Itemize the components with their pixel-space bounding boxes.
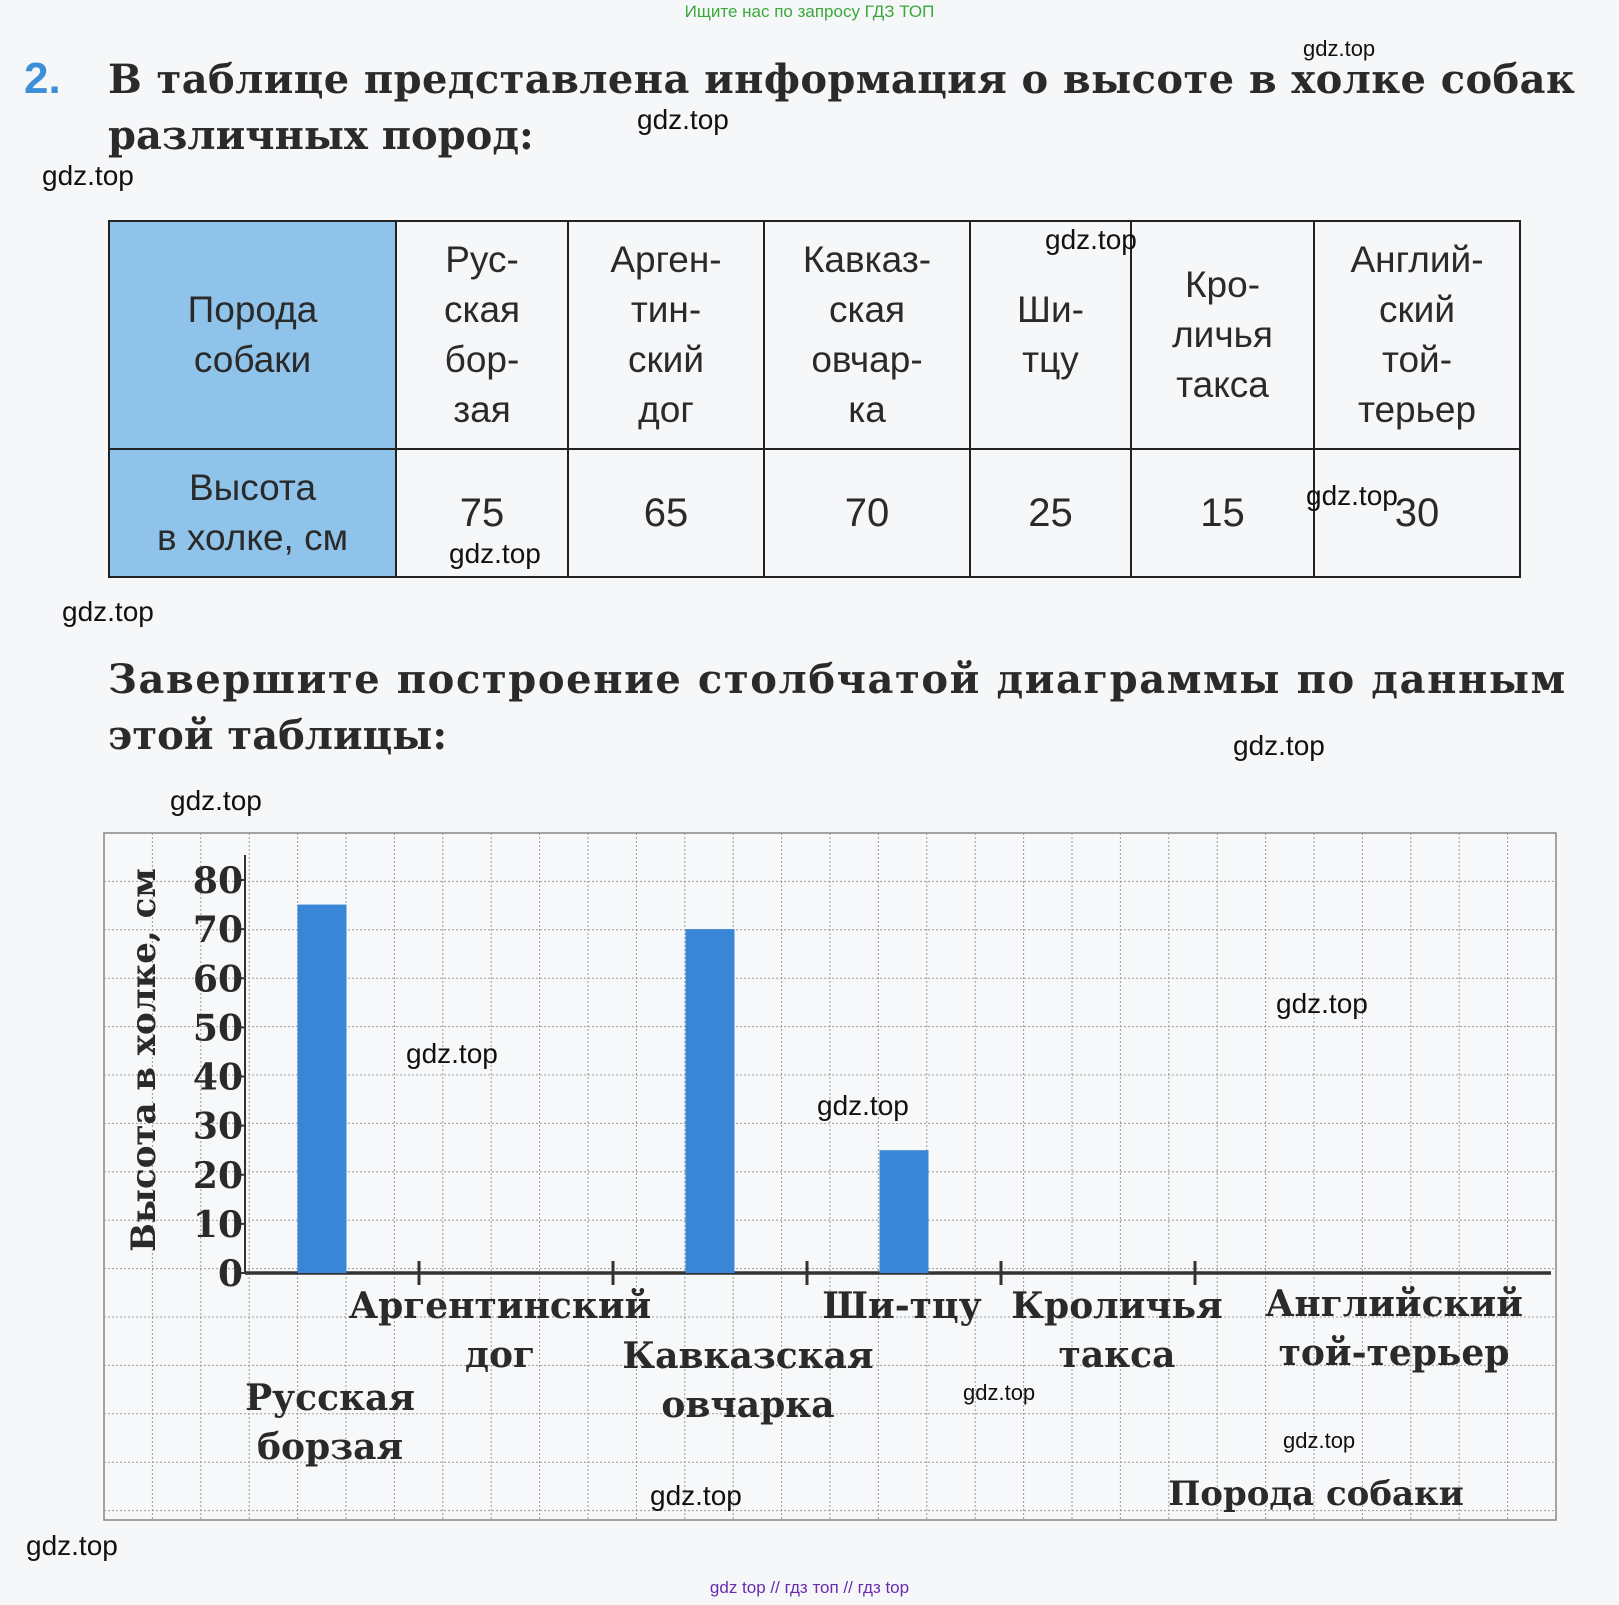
watermark: gdz.top (637, 104, 729, 135)
watermark: gdz.top (817, 1090, 909, 1121)
watermark: gdz.top (1306, 480, 1398, 511)
x-tick-label: Кроличья (1011, 1285, 1223, 1327)
y-tick-label: 70 (192, 909, 243, 952)
height-cell: 75 (396, 449, 568, 577)
breed-line: Рус- (445, 239, 519, 280)
bar (880, 1150, 929, 1273)
breed-line: личья (1172, 314, 1273, 355)
x-axis-label: Порода собаки (1168, 1474, 1464, 1514)
breed-line: ская (443, 289, 521, 330)
task-number: 2. (24, 54, 61, 103)
breed-line: овчар- (811, 339, 923, 380)
bar (298, 905, 347, 1273)
watermark: gdz.top (963, 1380, 1036, 1405)
y-tick-label: 10 (192, 1203, 243, 1246)
height-cell: 65 (568, 449, 764, 577)
breed-line: бор- (444, 339, 520, 380)
x-tick-label: дог (464, 1334, 536, 1376)
watermark: gdz.top (1233, 730, 1325, 761)
breed-line: ская (828, 289, 906, 330)
x-tick-label: Аргентинский (348, 1285, 652, 1327)
y-tick-label: 30 (192, 1105, 243, 1148)
bar (686, 929, 735, 1273)
height-cell: 30 (1314, 449, 1520, 577)
breed-line: терьер (1357, 389, 1477, 430)
intro-line: различных пород: (108, 112, 534, 159)
y-tick-label: 80 (192, 860, 243, 902)
search-hint: Ищите нас по запросу ГДЗ ТОП (684, 2, 935, 21)
y-tick-label: 0 (217, 1253, 243, 1295)
breed-line: дог (638, 389, 694, 430)
watermark: gdz.top (449, 538, 541, 569)
instruction-line: этой таблицы: (108, 712, 448, 759)
watermark: gdz.top (1303, 36, 1376, 61)
x-tick-label: Ши-тцу (822, 1285, 982, 1327)
watermark: gdz.top (170, 785, 262, 816)
watermark: gdz.top (1283, 1428, 1356, 1453)
breed-line: Кавказ- (802, 239, 932, 280)
breed-line: тцу (1022, 339, 1079, 380)
watermark: gdz.top (406, 1038, 498, 1069)
y-tick-label: 50 (192, 1007, 243, 1050)
breed-line: зая (453, 389, 511, 430)
watermark: gdz.top (26, 1530, 118, 1561)
x-tick-label: овчарка (661, 1384, 835, 1426)
row-header-line: в холке, см (156, 517, 349, 558)
site-footer: gdz top // гдз топ // гдз top (709, 1578, 910, 1597)
row-header-line: Высота (188, 467, 317, 508)
height-cell: 25 (970, 449, 1131, 577)
watermark: gdz.top (650, 1480, 742, 1511)
x-tick-label: борзая (256, 1426, 404, 1468)
height-cell: 15 (1131, 449, 1314, 577)
breed-line: ский (1378, 289, 1456, 330)
x-tick-label: Английский (1265, 1283, 1523, 1325)
y-tick-label: 40 (192, 1056, 243, 1099)
y-tick-label: 20 (192, 1154, 243, 1197)
breed-line: Ши- (1017, 289, 1084, 330)
breed-line: ский (627, 339, 705, 380)
row-header-line: Порода (187, 289, 318, 330)
breed-line: Арген- (610, 239, 722, 280)
breed-line: Кро- (1184, 264, 1261, 305)
watermark: gdz.top (42, 160, 134, 191)
breed-line: ка (848, 389, 886, 430)
y-axis-label: Высота в холке, см (124, 868, 164, 1252)
row-header-line: собаки (193, 339, 312, 380)
instruction-line: Завершите построение столбчатой диаграммы по данным (108, 656, 1567, 703)
breed-line: Англий- (1350, 239, 1484, 280)
x-tick-label: такса (1058, 1334, 1176, 1376)
breed-line: тин- (630, 289, 702, 330)
x-tick-label: той-терьер (1278, 1332, 1510, 1374)
x-tick-label: Кавказская (622, 1335, 874, 1377)
watermark: gdz.top (1276, 988, 1368, 1019)
breed-line: такса (1176, 364, 1269, 405)
y-tick-label: 60 (192, 958, 243, 1001)
height-cell: 70 (764, 449, 970, 577)
x-tick-label: Русская (245, 1377, 415, 1419)
intro-line: В таблице представлена информация о высоте в холке собак (108, 56, 1576, 103)
watermark: gdz.top (62, 596, 154, 627)
watermark: gdz.top (1045, 224, 1137, 255)
breed-line: той- (1381, 339, 1453, 380)
